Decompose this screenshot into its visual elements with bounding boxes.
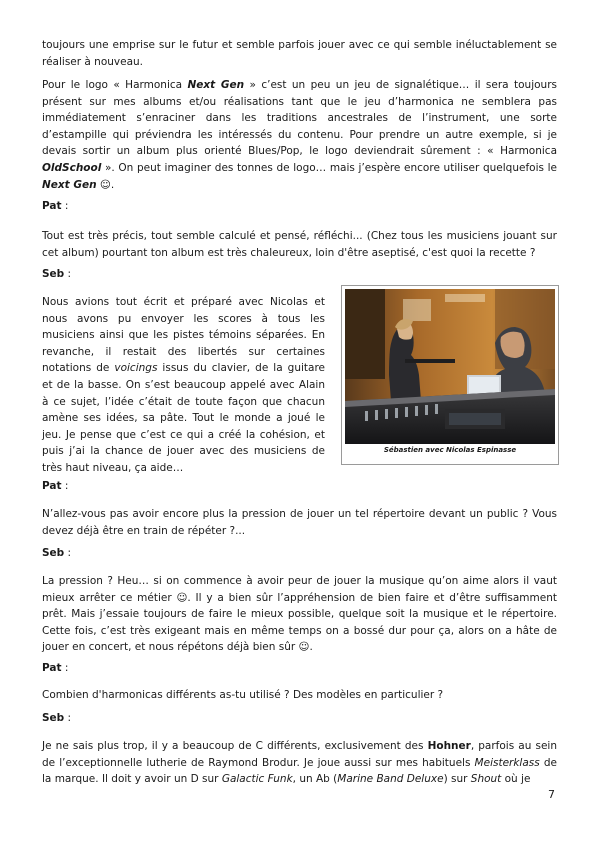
answer-recipe: Nous avions tout écrit et préparé avec Nicolas et nous avons pu envoyer les scores à tous les musiciens ainsi que les pistes témoins séparées. En revanche, il restait des libertés sur certaines notations de voicings issus du clavier, de la guitare et de la basse. On s’est beaucoup appelé avec Alain à ce sujet, l’idée c’était de toute façon que chacun amène ses idées, sa pâte. Tout le monde a joué le jeu. Je pense que c’est ce qui a créé la cohésion, et puis j’ai la chance de jouer avec des musiciens de très haut niveau, ça aide… xyxy=(42,296,325,474)
speaker-seb: Seb : xyxy=(42,712,72,724)
page-number: 7 xyxy=(548,788,555,801)
question-recipe: Tout est très précis, tout semble calculé et pensé, réfléchi... (Chez tous les musiciens jouant sur cet album) pourtant ton album est très chaleureux, loin d'être aseptisé, c'est quoi la recette ? xyxy=(42,230,557,259)
paragraph-intro: toujours une emprise sur le futur et semble parfois jouer avec ce qui semble inéluctablement se réaliser à nouveau. xyxy=(42,39,557,68)
answer-pressure: La pression ? Heu… si on commence à avoir peur de jouer la musique qu’on aime alors il vaut mieux arrêter ce métier ☺. Il y a bien sûr l’appréhension de bien faire et d’être suffisamment prêt. Mais j’essaie toujours de faire le mieux possible, quelque soit la musique et le répertoire. Cette fois, c’est très exigeant mais en même temps on a bossé dur pour ça, alors on a hâte de jouer en concert, et nous répétons déjà bien sûr ☺. xyxy=(42,575,557,654)
speaker-pat: Pat : xyxy=(42,480,69,492)
studio-photo xyxy=(345,289,555,444)
answer-harmonicas: Je ne sais plus trop, il y a beaucoup de C différents, exclusivement des Hohner, parfois au sein de l’exceptionnelle lutherie de Raymond Brodur. Je joue aussi sur mes habituels Meisterklass de la marque. Il doit y avoir un D sur Galactic Funk, un Ab (Marine Band Deluxe) sur Shout où je xyxy=(42,740,557,786)
question-harmonicas: Combien d'harmonicas différents as-tu utilisé ? Des modèles en particulier ? xyxy=(42,689,444,701)
paragraph-logo: Pour le logo « Harmonica Next Gen » c’est un peu un jeu de signalétique… il sera toujours présent sur mes albums et/ou réalisations tant que le jeu d’harmonica ne semblera pas immédiatement s’enraciner dans les traditions ancestrales de l’instrument, une sorte d’estampille qui préviendra les intéressés du contenu. Pour prendre un autre exemple, si je devais sortir un album plus orienté Blues/Pop, le logo deviendrait sûrement : « Harmonica OldSchool ». On peut imaginer des tonnes de logo… mais j’espère encore utiliser quelquefois le Next Gen ☺. xyxy=(42,79,557,191)
speaker-seb: Seb : xyxy=(42,547,72,559)
studio-photo-figure xyxy=(341,285,559,465)
speaker-pat: Pat : xyxy=(42,200,69,212)
speaker-seb: Seb : xyxy=(42,268,72,280)
photo-caption: Sébastien avec Nicolas Espinasse xyxy=(383,446,517,454)
question-pressure: N’allez-vous pas avoir encore plus la pression de jouer un tel répertoire devant un public ? Vous devez déjà être en train de répéter ?... xyxy=(42,508,557,537)
speaker-pat: Pat : xyxy=(42,662,69,674)
